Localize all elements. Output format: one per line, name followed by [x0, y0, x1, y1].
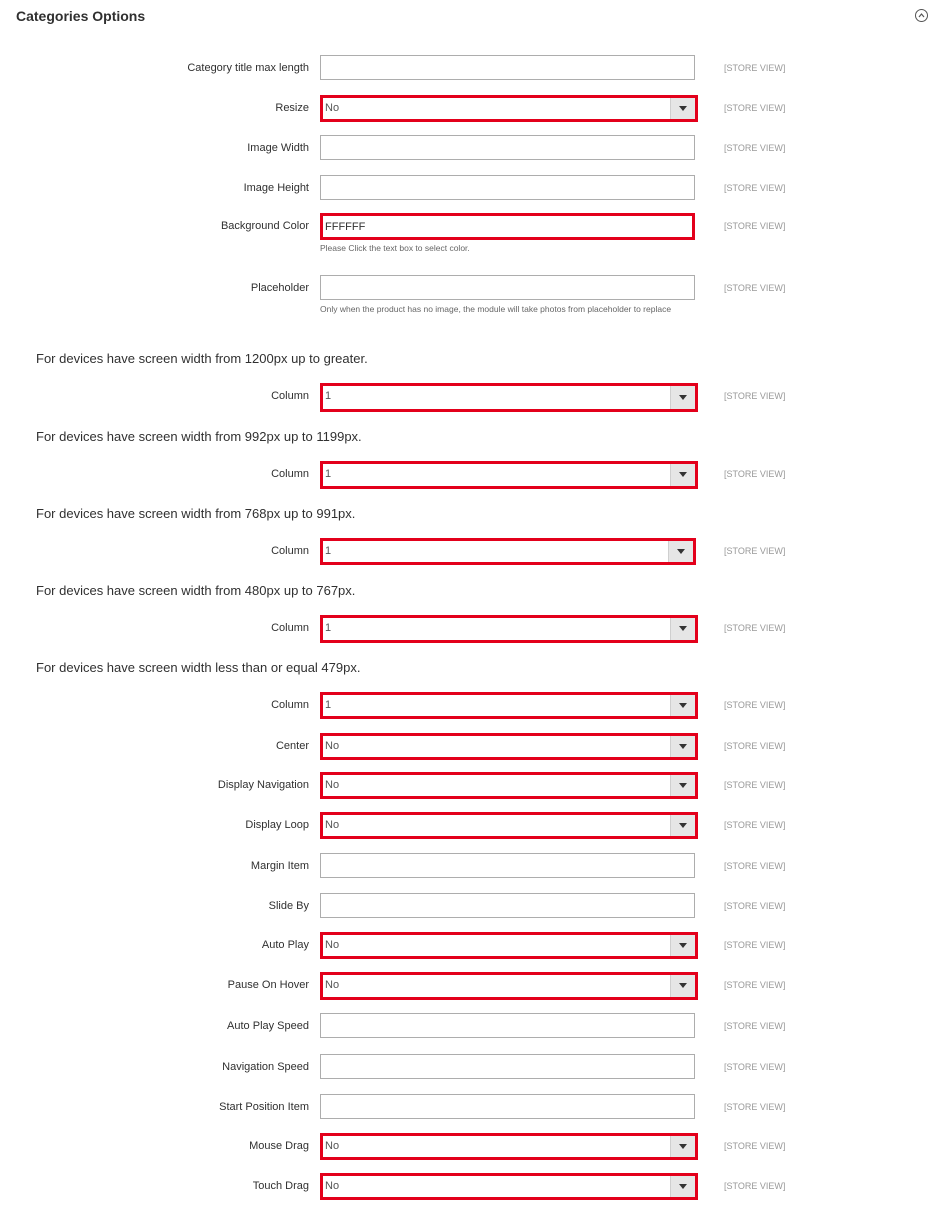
scope-label: [STORE VIEW] [724, 1181, 786, 1191]
title-max-length-input[interactable] [320, 55, 695, 80]
row-image-width [0, 135, 930, 165]
scope-label: [STORE VIEW] [724, 546, 786, 556]
scope-label: [STORE VIEW] [724, 901, 786, 911]
scope-label: [STORE VIEW] [724, 980, 786, 990]
row-navigation-speed [0, 1054, 930, 1084]
field-label: Category title max length [187, 62, 309, 74]
select-value: No [325, 939, 340, 951]
group-heading-480: For devices have screen width from 480px up to 767px. [36, 583, 356, 598]
select-value: No [325, 819, 340, 831]
select-value: 1 [325, 699, 332, 711]
scope-label: [STORE VIEW] [724, 469, 786, 479]
select-value: No [325, 740, 340, 752]
field-label: Mouse Drag [249, 1140, 309, 1152]
column-992-select[interactable] [320, 461, 698, 489]
field-label: Margin Item [250, 860, 309, 872]
field-label: Pause On Hover [227, 979, 309, 991]
select-value: 1 [325, 545, 332, 557]
dropdown-arrow-icon[interactable] [670, 618, 695, 640]
scope-label: [STORE VIEW] [724, 143, 786, 153]
dropdown-arrow-icon[interactable] [670, 695, 695, 716]
field-label: Display Loop [245, 819, 309, 831]
field-label: Resize [275, 102, 309, 114]
scope-label: [STORE VIEW] [724, 391, 786, 401]
row-column-480 [0, 615, 930, 645]
column-1200-select[interactable] [320, 383, 698, 412]
dropdown-arrow-icon[interactable] [670, 98, 695, 119]
column-480-select[interactable] [320, 615, 698, 643]
column-768-select[interactable] [320, 538, 696, 565]
group-heading-992: For devices have screen width from 992px up to 1199px. [36, 429, 362, 444]
scope-label: [STORE VIEW] [724, 283, 786, 293]
field-label: Image Height [243, 182, 309, 194]
field-label: Center [275, 740, 309, 752]
scope-label: [STORE VIEW] [724, 700, 786, 710]
dropdown-arrow-icon[interactable] [670, 975, 695, 997]
field-label: Column [271, 545, 309, 557]
group-heading-479: For devices have screen width less than or equal 479px. [36, 660, 361, 675]
scope-label: [STORE VIEW] [724, 103, 786, 113]
row-column-992 [0, 461, 930, 491]
select-value: No [325, 979, 340, 991]
select-value: 1 [325, 390, 332, 402]
placeholder-input[interactable] [320, 275, 695, 300]
scope-label: [STORE VIEW] [724, 63, 786, 73]
field-label: Background Color [220, 220, 309, 232]
row-column-768 [0, 538, 930, 568]
dropdown-arrow-icon[interactable] [670, 1136, 695, 1157]
row-touch-drag [0, 1173, 930, 1203]
dropdown-arrow-icon[interactable] [670, 815, 695, 836]
row-placeholder [0, 275, 930, 330]
scope-label: [STORE VIEW] [724, 1062, 786, 1072]
field-note: Please Click the text box to select color. [320, 243, 470, 253]
dropdown-arrow-icon[interactable] [670, 1176, 695, 1197]
row-resize [0, 95, 930, 125]
scope-label: [STORE VIEW] [724, 183, 786, 193]
row-auto-play [0, 932, 930, 962]
background-color-input[interactable] [320, 213, 695, 240]
dropdown-arrow-icon[interactable] [670, 464, 695, 486]
row-center [0, 733, 930, 763]
field-label: Column [271, 390, 309, 402]
field-note: Only when the product has no image, the module will take photos from placeholder to replace [320, 304, 672, 314]
row-mouse-drag [0, 1133, 930, 1163]
image-width-input[interactable] [320, 135, 695, 160]
dropdown-arrow-icon[interactable] [670, 386, 695, 409]
scope-label: [STORE VIEW] [724, 623, 786, 633]
row-auto-play-speed [0, 1013, 930, 1043]
auto-play-select[interactable] [320, 932, 698, 959]
row-display-loop [0, 812, 930, 842]
row-start-position-item [0, 1094, 930, 1124]
scope-label: [STORE VIEW] [724, 1141, 786, 1151]
margin-item-input[interactable] [320, 853, 695, 878]
select-value: 1 [325, 468, 332, 480]
column-479-select[interactable] [320, 692, 698, 719]
select-value: No [325, 779, 340, 791]
field-label: Touch Drag [252, 1180, 309, 1192]
field-label: Auto Play [261, 939, 309, 951]
row-slide-by [0, 893, 930, 923]
row-image-height [0, 175, 930, 205]
display-loop-select[interactable] [320, 812, 698, 839]
scope-label: [STORE VIEW] [724, 1021, 786, 1031]
navigation-speed-input[interactable] [320, 1054, 695, 1079]
scope-label: [STORE VIEW] [724, 820, 786, 830]
group-heading-1200: For devices have screen width from 1200px up to greater. [36, 351, 368, 366]
field-label: Start Position Item [219, 1101, 309, 1113]
chevron-up-circle-icon[interactable] [915, 9, 928, 22]
group-heading-768: For devices have screen width from 768px up to 991px. [36, 506, 356, 521]
select-value: No [325, 1180, 340, 1192]
field-label: Column [271, 699, 309, 711]
field-label: Column [271, 468, 309, 480]
scope-label: [STORE VIEW] [724, 1102, 786, 1112]
row-pause-on-hover [0, 972, 930, 1002]
field-label: Slide By [268, 900, 309, 912]
start-position-item-input[interactable] [320, 1094, 695, 1119]
select-value: 1 [325, 622, 332, 634]
row-display-navigation [0, 772, 930, 802]
pause-on-hover-select[interactable] [320, 972, 698, 1000]
touch-drag-select[interactable] [320, 1173, 698, 1200]
field-label: Auto Play Speed [227, 1020, 309, 1032]
dropdown-arrow-icon[interactable] [670, 736, 695, 757]
row-column-479 [0, 692, 930, 722]
slide-by-input[interactable] [320, 893, 695, 918]
dropdown-arrow-icon[interactable] [670, 935, 695, 956]
field-label: Image Width [247, 142, 309, 154]
resize-select[interactable] [320, 95, 698, 122]
image-height-input[interactable] [320, 175, 695, 200]
field-label: Navigation Speed [222, 1061, 309, 1073]
dropdown-arrow-icon[interactable] [670, 775, 695, 796]
row-background-color [0, 213, 930, 253]
auto-play-speed-input[interactable] [320, 1013, 695, 1038]
mouse-drag-select[interactable] [320, 1133, 698, 1160]
section-title[interactable]: Categories Options [16, 8, 146, 24]
field-label: Placeholder [250, 282, 309, 294]
scope-label: [STORE VIEW] [724, 741, 786, 751]
row-title-max-length [0, 55, 930, 85]
scope-label: [STORE VIEW] [724, 861, 786, 871]
row-column-1200 [0, 383, 930, 413]
field-label: Column [271, 622, 309, 634]
scope-label: [STORE VIEW] [724, 221, 786, 231]
display-navigation-select[interactable] [320, 772, 698, 799]
center-select[interactable] [320, 733, 698, 760]
scope-label: [STORE VIEW] [724, 940, 786, 950]
dropdown-arrow-icon[interactable] [668, 541, 693, 562]
scope-label: [STORE VIEW] [724, 780, 786, 790]
field-label: Display Navigation [217, 779, 309, 791]
select-value: No [325, 1140, 340, 1152]
select-value: No [325, 102, 340, 114]
row-margin-item [0, 853, 930, 883]
